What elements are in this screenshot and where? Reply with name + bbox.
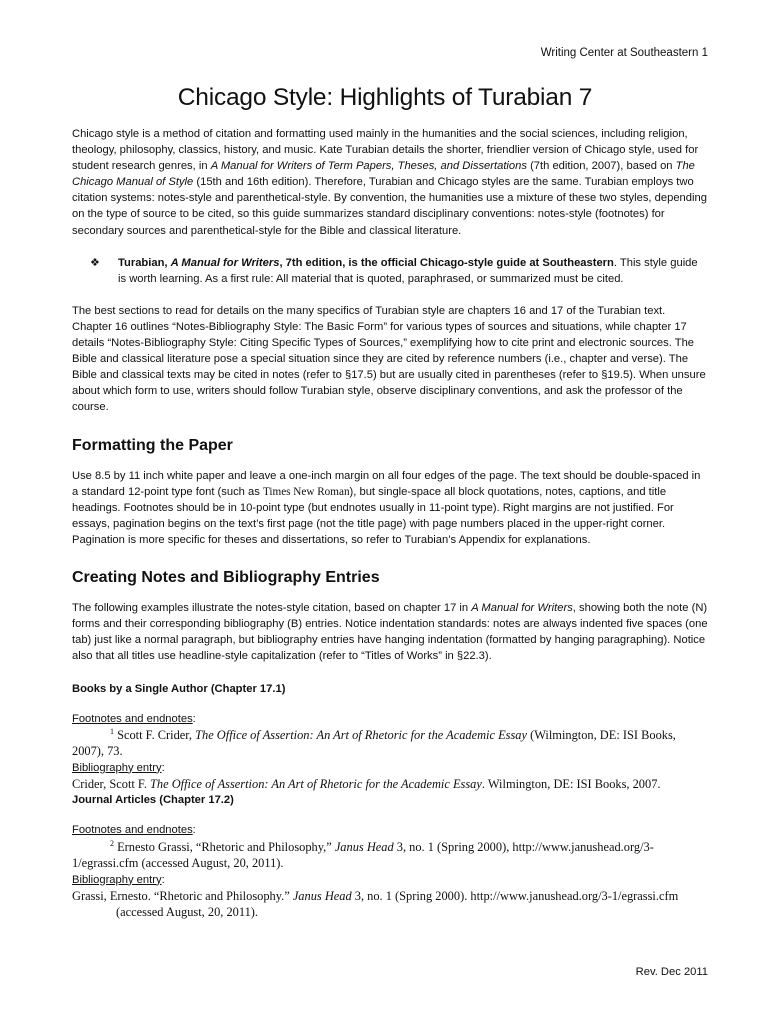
book-title: The Office of Assertion: An Art of Rhetoric for the Academic Essay	[150, 776, 482, 791]
intro-text: Chicago style is a method of citation and formatting used mainly in the humanities and the social sciences, including religion, theology, philosophy, classics, history, and music. Kate Turabian details the shorter, friendlier version of Chicago style, used for student research genres, in	[72, 128, 699, 173]
book-title: The Office of Assertion: An Art of Rhetoric for the Academic Essay	[195, 727, 527, 742]
journal-title: Janus Head	[334, 839, 394, 854]
manual-title: A Manual for Writers	[471, 602, 573, 615]
key-point-bullet	[90, 255, 708, 287]
footnote-number: 2	[110, 838, 114, 848]
intro-paragraph	[72, 126, 708, 239]
formatting-heading: Formatting the Paper	[72, 436, 233, 454]
footnote-number: 1	[110, 726, 114, 736]
notes-heading: Creating Notes and Bibliography Entries	[72, 569, 380, 587]
font-example: Times New Roman	[262, 485, 350, 498]
notes-paragraph	[72, 600, 708, 664]
bullet-text	[118, 255, 708, 287]
footnote-text: 3, no. 1 (Spring 2000), http://www.janushead.org/3-1/egrassi.cfm (accessed August, 20, 2011).	[72, 839, 654, 870]
cmos-title: The Chicago Manual of Style	[72, 160, 695, 189]
running-head: Writing Center at Southeastern 1	[540, 47, 708, 59]
journal-title: Janus Head	[292, 888, 352, 903]
footnote-text: Scott F. Crider,	[114, 727, 196, 742]
books-footnote-label-line: Footnotes and endnotes:	[72, 712, 196, 725]
books-bibliography-label: Bibliography entry	[72, 761, 162, 774]
notes-text: , showing both the note (N) forms and their corresponding bibliography (B) entries. Notice indentation standards: notes are always indented five spaces (one tab) just like a normal paragraph, but bibliography entries have hanging indentation (formatted by hanging paragraphing). Notice also that all titles use headline-style capitalization (refer to “Titles of Works” in §22.3).	[72, 602, 708, 663]
bullet-rest: . This style guide is worth learning. As a first rule: All material that is quoted, paraphrased, or summarized must be cited.	[118, 256, 698, 285]
revision-footer: Rev. Dec 2011	[635, 966, 708, 978]
bibliography-text: Grassi, Ernesto. “Rhetoric and Philosophy.”	[72, 888, 293, 903]
bullet-bold: Turabian,	[118, 256, 171, 269]
books-heading: Books by a Single Author (Chapter 17.1)	[72, 682, 286, 695]
bibliography-text: . Wilmington, DE: ISI Books, 2007.	[481, 776, 661, 791]
bullet-bold-italic: A Manual for Writers	[170, 256, 280, 269]
books-bibliography-example	[72, 776, 708, 793]
manual-title: A Manual for Writers of Term Papers, Theses, and Dissertations	[210, 160, 527, 173]
diamond-bullet-icon: ❖	[90, 256, 100, 269]
formatting-text: Use 8.5 by 11 inch white paper and leave a one-inch margin on all four edges of the page. The text should be double-spaced in a standard 12-point type font (such as	[72, 469, 701, 498]
intro-text: (7th edition, 2007), based on	[526, 160, 676, 173]
bibliography-text: 3, no. 1 (Spring 2000). http://www.janushead.org/3-1/egrassi.cfm (accessed August, 20, 2011).	[116, 888, 679, 920]
journals-heading: Journal Articles (Chapter 17.2)	[72, 794, 234, 807]
journals-footnote-example	[72, 839, 708, 872]
chapters-paragraph: The best sections to read for details on the many specifics of Turabian style are chapters 16 and 17 of the Turabian text. Chapter 16 outlines “Notes-Bibliography Style: The Basic Form” for various types of sources and situations, while chapter 17 details “Notes-Bibliography Style: Citing Specific Types of Sources,” exemplifying how to cite print and electronic sources. The Bible and classical literature pose a special situation since they are cited by reference numbers (i.e., chapter and verse). The Bible and classical texts may be cited in notes (refer to §17.5) but are usually cited in parentheses (refer to §19.5). When unsure about which form to use, writers should follow Turabian style, observe disciplinary conventions, and ask the professor of the course.	[72, 304, 706, 414]
page-title: Chicago Style: Highlights of Turabian 7	[177, 84, 593, 111]
document-body	[72, 126, 708, 921]
books-footnote-example	[72, 727, 708, 760]
books-footnote-label: Footnotes and endnotes	[72, 712, 193, 725]
formatting-text: ), but single-space all block quotations, notes, captions, and title headings. Footnotes should be in 10-point type (but endnotes usually in 11-point type). Right margins are not justified. For essays, pagination begins on the text’s first page (not the title page) with page numbers placed in the upper-right corner. Pagination is more specific for theses and dissertations, so refer to Turabian’s Appendix for explanations.	[72, 485, 674, 546]
bibliography-text: Crider, Scott F.	[72, 776, 151, 791]
formatting-paragraph	[72, 468, 708, 548]
footnote-text: (Wilmington, DE: ISI Books, 2007), 73.	[72, 727, 676, 759]
books-bibliography-label-line: Bibliography entry:	[72, 761, 165, 774]
intro-text: (15th and 16th edition). Therefore, Turabian and Chicago styles are the same. Turabian employs two citation systems: notes-style and parenthetical-style. By convention, the humanities use a mixture of these two styles, depending on the type of source to be cited, so this guide summarizes standard disciplinary conventions: notes-style (footnotes) for secondary sources and parenthetical-style for the Bible and classical literature.	[72, 176, 707, 237]
footnote-text: Ernesto Grassi, “Rhetoric and Philosophy,”	[114, 839, 335, 854]
journals-bibliography-label: Bibliography entry	[72, 873, 162, 886]
journals-bibliography-label-line: Bibliography entry:	[72, 873, 165, 886]
journals-bibliography-example	[72, 888, 708, 921]
bullet-bold: , 7th edition, is the official Chicago-style guide at Southeastern	[279, 256, 614, 269]
journals-footnote-label-line: Footnotes and endnotes:	[72, 824, 196, 837]
journals-footnote-label: Footnotes and endnotes	[72, 824, 193, 837]
notes-text: The following examples illustrate the notes-style citation, based on chapter 17 in	[72, 602, 472, 615]
